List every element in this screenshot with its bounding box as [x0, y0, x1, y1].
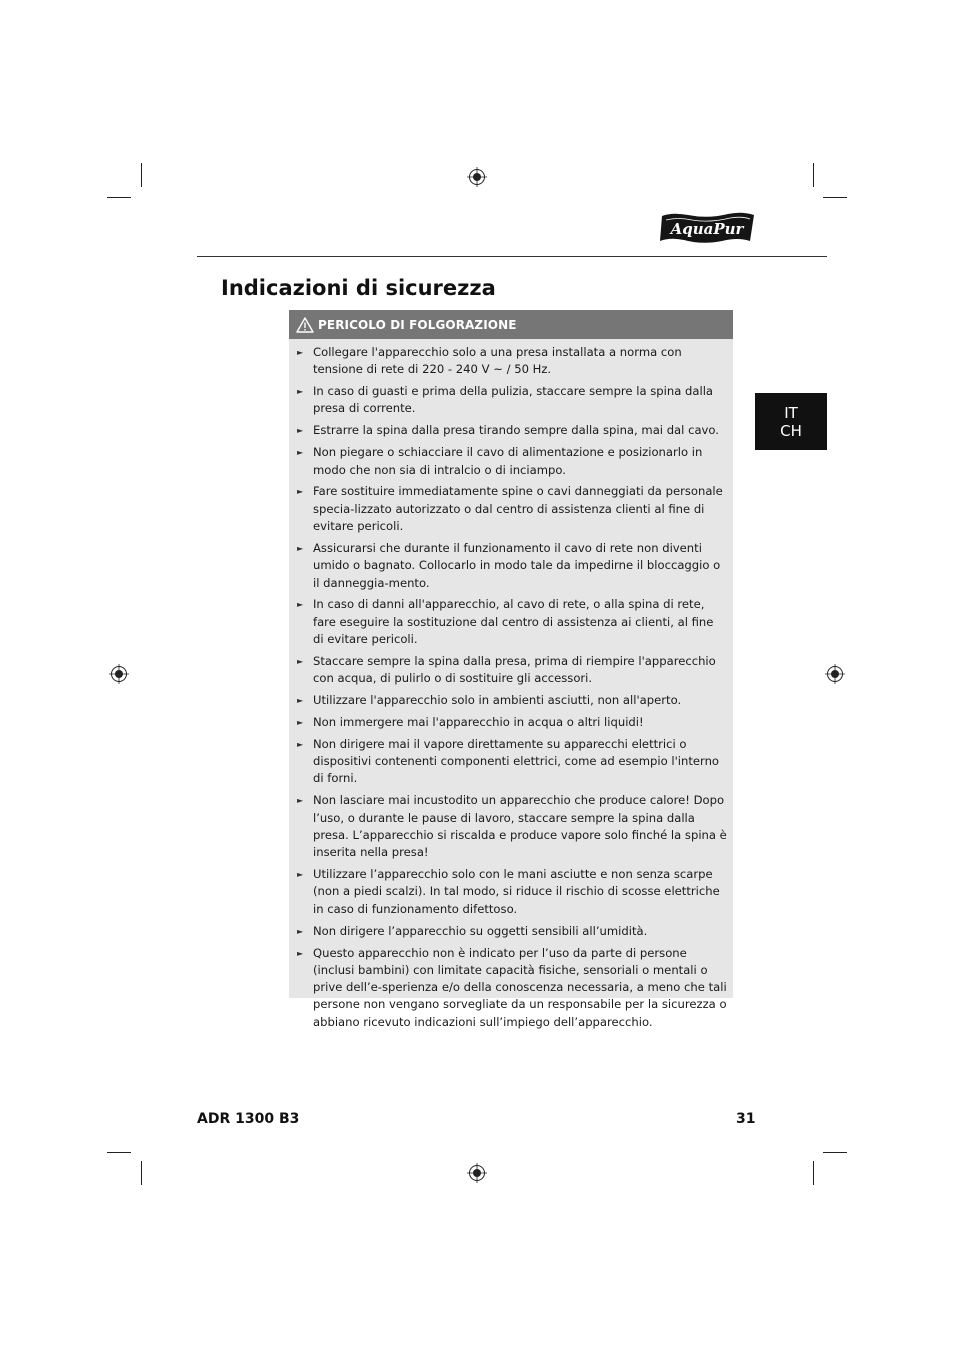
bullet-arrow-icon: ► — [297, 926, 304, 936]
header-rule — [197, 256, 827, 257]
warning-header — [289, 310, 733, 339]
crop-mark — [141, 1161, 142, 1185]
registration-mark-icon — [825, 664, 845, 684]
registration-mark-icon — [467, 167, 487, 187]
list-item: ► Collegare l'apparecchio solo a una presa installata a norma con tensione di rete di 220 - 240 V ~ / 50 Hz. — [297, 345, 682, 377]
crop-mark — [823, 197, 847, 198]
list-item: ► Utilizzare l'apparecchio solo in ambienti asciutti, non all'aperto. — [297, 692, 727, 709]
list-item: ► Utilizzare l’apparecchio solo con le mani asciutte e non senza scarpe (non a piedi scalzi). In tal modo, si riduce il rischio di scosse elettriche in caso di funzionamento difettoso. — [297, 867, 720, 916]
list-item: ► In caso di danni all'apparecchio, al cavo di rete, o alla spina di rete, fare eseguire la sostituzione dal centro di assistenza ai clienti, al fine di evitare pericoli. — [297, 597, 714, 647]
warning-list — [289, 339, 733, 1031]
warning-box — [289, 310, 733, 1029]
bullet-arrow-icon: ► — [297, 948, 304, 958]
list-item: ► Non lasciare mai incustodito un apparecchio che produce calore! Dopo l’uso, o durante le pause di lavoro, staccare sempre la spina dalla presa. L’apparecchio si riscalda e produce vapore solo finché la spina è inserita nella presa! — [297, 793, 727, 860]
bullet-arrow-icon: ► — [297, 448, 304, 458]
crop-mark — [107, 1152, 131, 1153]
bullet-arrow-icon: ► — [297, 348, 304, 357]
brand-logo — [658, 210, 756, 246]
bullet-arrow-icon: ► — [297, 796, 304, 806]
bullet-arrow-icon: ► — [297, 870, 304, 880]
list-item: ► Questo apparecchio non è indicato per l’uso da parte di persone (inclusi bambini) con limitate capacità fisiche, sensoriali o mentali o prive dell’e-sperienza e/o della conoscenza necessaria, a meno che tali persone non vengano sorvegliate da un responsabile per la sicurezza o abbiano ricevuto indicazioni sull’impiego dell’apparecchio. — [297, 945, 727, 1029]
page-title: Indicazioni di sicurezza — [221, 276, 496, 300]
bullet-arrow-icon: ► — [297, 739, 304, 749]
list-item: ► In caso di guasti e prima della pulizia, staccare sempre la spina dalla presa di corrente. — [297, 384, 714, 416]
bullet-arrow-icon: ► — [297, 487, 304, 497]
language-tab — [755, 393, 827, 450]
bullet-arrow-icon: ► — [297, 717, 304, 727]
bullet-arrow-icon: ► — [297, 543, 304, 553]
crop-mark — [823, 1152, 847, 1153]
bullet-arrow-icon: ► — [297, 656, 304, 666]
warning-triangle-icon — [296, 317, 314, 333]
crop-mark — [141, 163, 142, 187]
list-item: ► Non dirigere l’apparecchio su oggetti sensibili all’umidità. — [297, 923, 727, 940]
list-item: ► Non piegare o schiacciare il cavo di alimentazione e posizionarlo in modo che non sia di intralcio o di inciampo. — [297, 445, 703, 477]
list-item: ► Estrarre la spina dalla presa tirando sempre dalla spina, mai dal cavo. — [297, 422, 727, 439]
bullet-arrow-icon: ► — [297, 387, 304, 397]
list-item: ► Assicurarsi che durante il funzionamento il cavo di rete non diventi umido o bagnato. Collocarlo in modo tale da impedirne il bloccaggio o il danneggia-mento. — [297, 540, 721, 590]
bullet-arrow-icon: ► — [297, 696, 304, 706]
crop-mark — [813, 1161, 814, 1185]
list-item: ► Non dirigere mai il vapore direttamente su apparecchi elettrici o dispositivi contenenti componenti elettrici, come ad esempio l'interno di forni. — [297, 736, 720, 786]
country-code: CH — [780, 421, 802, 440]
page-number: 31 — [736, 1111, 756, 1127]
list-item: ► Staccare sempre la spina dalla presa, prima di riempire l'apparecchio con acqua, di pulirlo o di sostituire gli accessori. — [297, 653, 716, 686]
registration-mark-icon — [467, 1163, 487, 1183]
registration-mark-icon — [109, 664, 129, 684]
crop-mark — [813, 163, 814, 187]
brand-logo-text: AquaPur — [670, 220, 744, 238]
list-item: ► Non immergere mai l'apparecchio in acqua o altri liquidi! — [297, 714, 727, 731]
bullet-arrow-icon: ► — [297, 600, 304, 610]
crop-mark — [107, 197, 131, 198]
list-item: ► Fare sostituire immediatamente spine o cavi danneggiati da personale specia-lizzato autorizzato o dal centro di assistenza clienti al fine di evitare pericoli. — [297, 484, 723, 534]
language-code: IT — [784, 403, 798, 422]
footer-model-number: ADR 1300 B3 — [197, 1111, 300, 1127]
warning-heading: PERICOLO DI FOLGORAZIONE — [318, 317, 517, 332]
bullet-arrow-icon: ► — [297, 426, 304, 436]
